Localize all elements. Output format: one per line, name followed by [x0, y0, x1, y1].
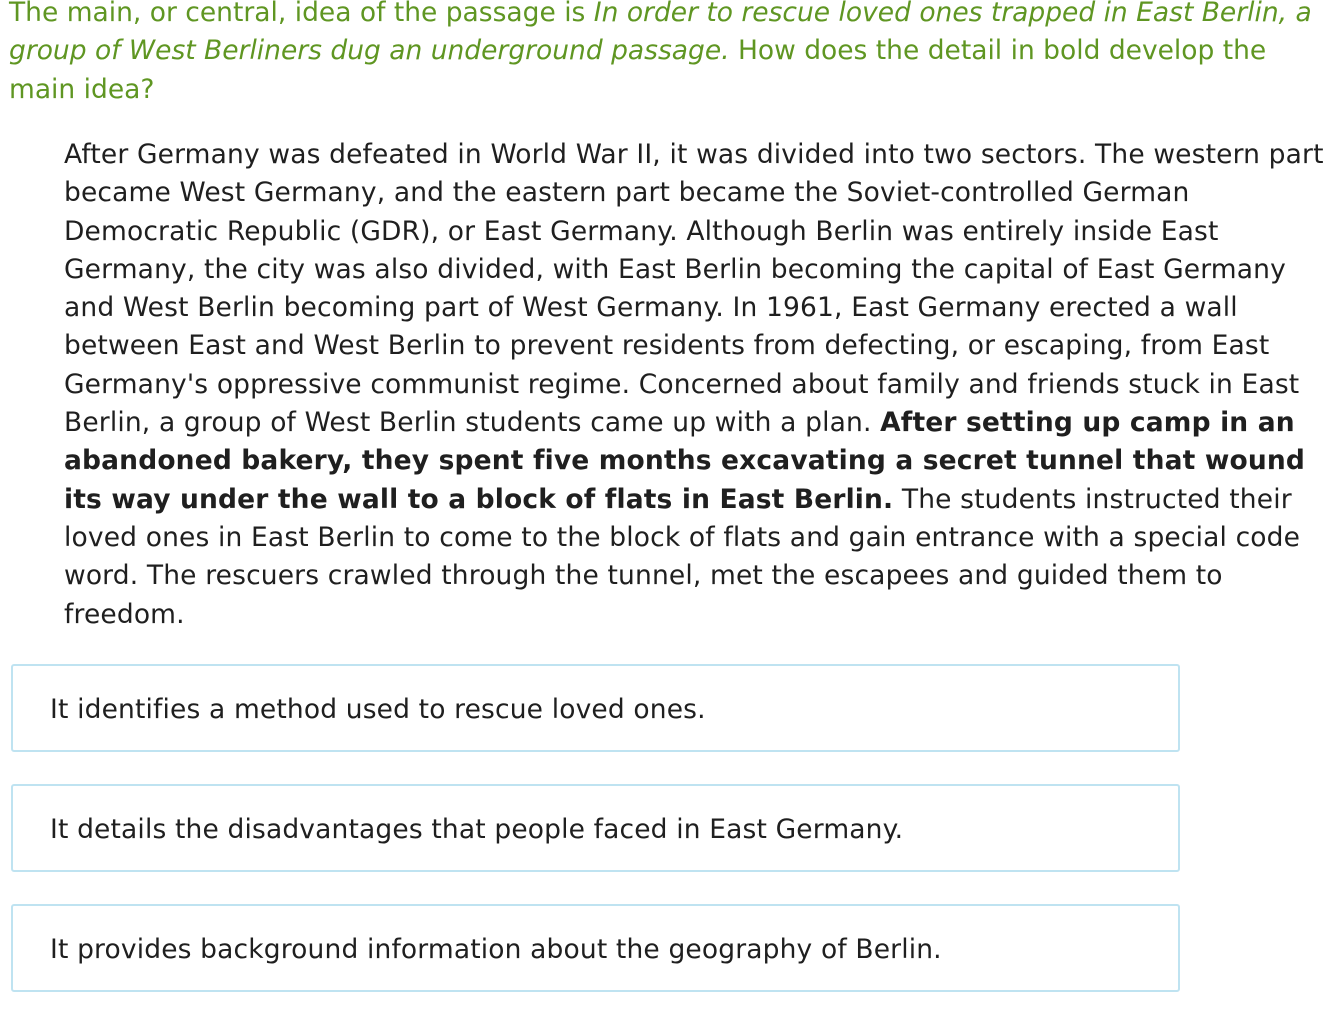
- answer-choice-label: It details the disadvantages that people faced in East Germany.: [50, 814, 904, 845]
- answer-choice-label: It provides background information about the geography of Berlin.: [50, 934, 942, 965]
- main-idea-statement: In order to rescue loved ones trapped in East Berlin, a group of West Berliners dug an underground passage.: [9, 0, 1312, 67]
- passage-bold-detail: After setting up camp in an abandoned bakery, they spent five months excavating a secret tunnel that wound its way under the wall to a block of flats in East Berlin.: [64, 407, 1305, 515]
- reading-passage: [64, 136, 1340, 634]
- answer-choice-label: It identifies a method used to rescue loved ones.: [50, 694, 706, 725]
- answer-choice-1[interactable]: [11, 664, 1180, 752]
- passage-text-before-bold: After Germany was defeated in World War II, it was divided into two sectors. The western part became West Germany, and the eastern part became the Soviet-controlled German Democratic Republic (GDR), or East Germany. Although Berlin was entirely inside East Germany, the city was also divided, with East Berlin becoming the capital of East Germany and West Berlin becoming part of West Germany. In 1961, East Germany erected a wall between East and West Berlin to prevent residents from defecting, or escaping, from East Germany's oppressive communist regime. Concerned about family and friends stuck in East Berlin, a group of West Berlin students came up with a plan.: [64, 139, 1324, 439]
- answer-choice-2[interactable]: [11, 784, 1180, 872]
- passage-text-after-bold: The students instructed their loved ones in East Berlin to come to the block of flats and gain entrance with a special code word. The rescuers crawled through the tunnel, met the escapees and guided them to freedom.: [64, 483, 1301, 630]
- question-prompt: [9, 0, 1329, 109]
- question-intro: The main, or central, idea of the passage is: [9, 0, 594, 28]
- question-text: How does the detail in bold develop the main idea?: [9, 35, 1267, 105]
- answer-choice-3[interactable]: [11, 904, 1180, 992]
